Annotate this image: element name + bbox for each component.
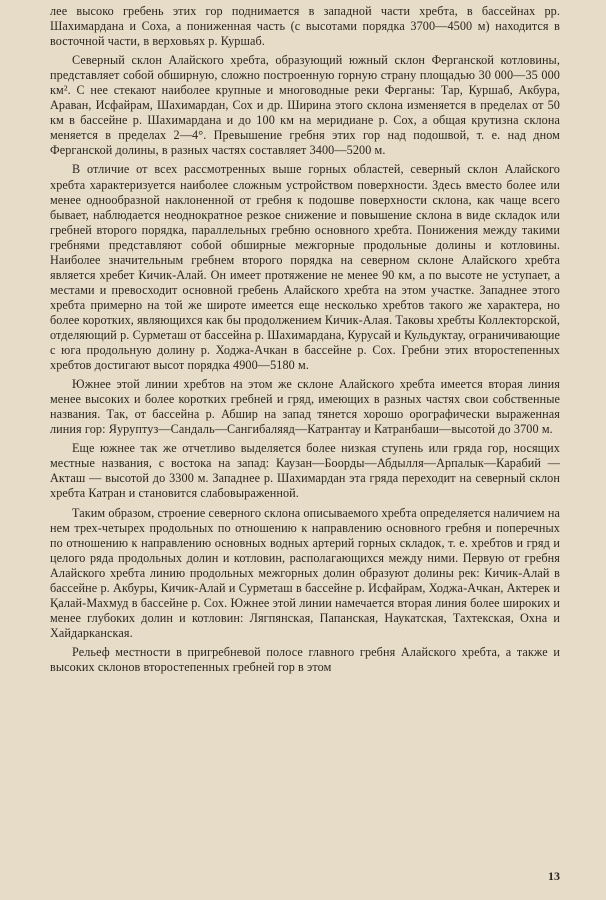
page-number: 13 [548, 869, 560, 883]
paragraph-1: лее высоко гребень этих гор поднимается в западной части хребта, в бассейнах рр. Шахимардана и Соха, а пониженная часть (с высотами порядка 3700—4500 м) находится в восточной части, в верховьях р. Куршаб. [50, 4, 560, 49]
body-text [50, 4, 560, 675]
paragraph-3: В отличие от всех рассмотренных выше горных областей, северный склон Алайского хребта характеризуется наиболее сложным устройством поверхности. Здесь вместо более или менее однообразной наклоненной от гребня к подошве поверхности склона, как чаще всего бывает, наблюдается неоднократное резкое снижение и повышение склона в виде складок или гребней второго порядка, параллельных гребню основного хребта. Понижения между такими гребнями представляют собой обширные межгорные продольные долины и котловины. Наиболее значительным гребнем второго порядка на северном склоне Алайского хребта является хребет Кичик-Алай. Он имеет протяжение не менее 90 км, а по высоте не уступает, а местами и превосходит основной гребень Алайского хребта на этом участке. Западнее этого хребта примерно на той же широте имеется еще несколько хребтов такого же характера, но более коротких, являющихся как бы продолжением Кичик-Алая. Таковы хребты Коллекторской, отделяющий р. Сурметаш от бассейна р. Шахимардана, Курусай и Кульдуктау, ограничивающие с юга продольную долину р. Ходжа-Ачкан в бассейне р. Сох. Гребни этих второстепенных хребтов достигают высот порядка 4900—5180 м. [50, 162, 560, 373]
paragraph-4: Южнее этой линии хребтов на этом же склоне Алайского хребта имеется вторая линия менее высоких и более коротких гребней и гряд, имеющих в разных частях свои собственные названия. Так, от бассейна р. Абшир на запад тянется хорошо орографически выраженная линия гор: Яуруптуз—Сандаль—Сангибаляяд—Катрантау и Катранбаши—высотой до 3700 м. [50, 377, 560, 437]
paragraph-7: Рельеф местности в пригребневой полосе главного гребня Алайского хребта, а также и высоких склонов второстепенных гребней гор в этом [50, 644, 560, 674]
paragraph-5: Еще южнее так же отчетливо выделяется более низкая ступень или гряда гор, носящих местные названия, с востока на запад: Каузан—Боорды—Абдылля—Арпалык—Карабий — Акташ — высотой до 3300 м. Западнее р. Шахимардан эта гряда переходит на северный склон хребта Катран и становится слабовыраженной. [50, 441, 560, 501]
paragraph-2: Северный склон Алайского хребта, образующий южный склон Ферганской котловины, представляет собой обширную, сложно построенную горную страну площадью 30 000—35 000 км². С нее стекают наиболее крупные и многоводные реки Ферганы: Тар, Куршаб, Акбура, Араван, Исфайрам, Шахимардан, Сох и др. Ширина этого склона изменяется в пределах от 50 км в бассейне р. Шахимардана и до 100 км на меридиане р. Сох, а общая крутизна склона меняется в пределах 2—4°. Превышение гребня этих гор над подошвой, т. е. над дном Ферганской долины, в разных частях составляет 3400—5200 м. [50, 53, 560, 158]
paragraph-6: Таким образом, строение северного склона описываемого хребта определяется наличием на нем трех-четырех продольных по отношению к направлению основного гребня и поперечных по отношению к направлению основных водных артерий горных складок, т. е. хребтов и гряд и целого ряда продольных долин и котловин, располагающихся между ними. Первую от гребня Алайского хребта линию продольных межгорных долин образуют долины рек: Кичик-Алай в бассейне р. Акбуры, Кичик-Алай и Сурметаш в бассейне р. Исфайрам, Ходжа-Ачкан, Актерек и Қалай-Махмуд в бассейне р. Сох. Южнее этой линии намечается вторая линия более широких и менее глубоких долин и котловин: Лягпянская, Папанская, Наукатская, Тахтекская, Охна и Хайдарканская. [50, 505, 560, 640]
